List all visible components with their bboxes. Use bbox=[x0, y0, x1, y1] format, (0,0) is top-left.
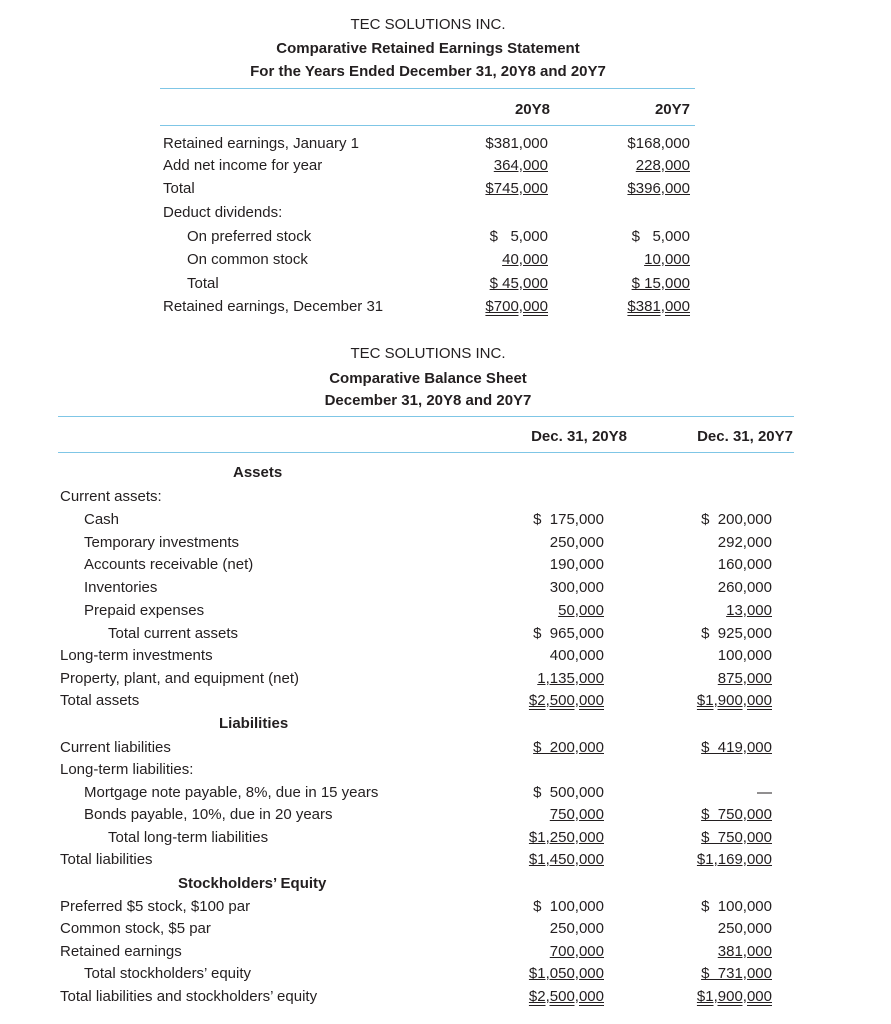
bs-row-label: Retained earnings bbox=[60, 943, 182, 960]
bs-row-label: Long-term investments bbox=[60, 647, 213, 664]
bs-row-label: Current liabilities bbox=[60, 739, 171, 756]
bs-row-value: $ 965,000 bbox=[533, 625, 604, 642]
re-period: For the Years Ended December 31, 20Y8 and 20Y7 bbox=[250, 63, 606, 80]
re-row-value: $ 15,000 bbox=[631, 275, 690, 292]
re-row-label: Add net income for year bbox=[163, 157, 323, 174]
bs-row-value: $ 419,000 bbox=[701, 739, 772, 756]
bs-col2-header: Dec. 31, 20Y7 bbox=[697, 428, 793, 445]
re-row-value: $ 5,000 bbox=[631, 228, 690, 245]
bs-row-value: 750,000 bbox=[549, 806, 604, 823]
bs-row-value: 250,000 bbox=[717, 920, 772, 937]
bs-row-label: Bonds payable, 10%, due in 20 years bbox=[84, 806, 333, 823]
bs-row-label: Total assets bbox=[60, 692, 140, 709]
bs-row-label: Cash bbox=[84, 511, 120, 528]
re-row-value: $381,000 bbox=[485, 135, 548, 152]
bs-row-value: 50,000 bbox=[558, 602, 604, 619]
re-row-value: 228,000 bbox=[635, 157, 690, 174]
bs-row-value: 160,000 bbox=[717, 556, 772, 573]
re-row-value: $381,000 bbox=[627, 298, 690, 315]
re-row-value: 40,000 bbox=[502, 251, 548, 268]
bs-row-label: Accounts receivable (net) bbox=[84, 556, 254, 573]
liabilities-heading: Liabilities bbox=[219, 715, 289, 732]
bs-company: TEC SOLUTIONS INC. bbox=[350, 345, 506, 362]
re-row-label: On preferred stock bbox=[187, 228, 312, 245]
bs-row-value: $ 925,000 bbox=[701, 625, 772, 642]
bs-row-value: $1,169,000 bbox=[696, 851, 772, 868]
bs-period: December 31, 20Y8 and 20Y7 bbox=[324, 392, 532, 409]
bs-row-value: 700,000 bbox=[549, 943, 604, 960]
bs-row-value: 100,000 bbox=[717, 647, 772, 664]
re-row-value: $396,000 bbox=[627, 180, 690, 197]
bs-row-label: Prepaid expenses bbox=[84, 602, 205, 619]
bs-row-value: 875,000 bbox=[717, 670, 772, 687]
re-row-value: $168,000 bbox=[627, 135, 690, 152]
bs-row-value: $2,500,000 bbox=[528, 988, 604, 1005]
bs-row-value: — bbox=[757, 784, 772, 801]
bs-row-value: $1,450,000 bbox=[528, 851, 604, 868]
re-row-value: $745,000 bbox=[485, 180, 548, 197]
bs-col1-header: Dec. 31, 20Y8 bbox=[531, 428, 627, 445]
bs-row-label: Preferred $5 stock, $100 par bbox=[60, 898, 251, 915]
re-row-label: Retained earnings, December 31 bbox=[163, 298, 384, 315]
bs-row-value: $2,500,000 bbox=[528, 692, 604, 709]
bs-row-value: 250,000 bbox=[549, 534, 604, 551]
re-top-rule bbox=[160, 88, 695, 89]
bs-row-label: Common stock, $5 par bbox=[60, 920, 211, 937]
re-title: Comparative Retained Earnings Statement bbox=[276, 40, 580, 57]
bs-top-rule bbox=[58, 416, 794, 417]
bs-row-value: 250,000 bbox=[549, 920, 604, 937]
bs-row-label: Property, plant, and equipment (net) bbox=[60, 670, 300, 687]
bs-row-label: Inventories bbox=[84, 579, 158, 596]
re-row-value: $ 5,000 bbox=[489, 228, 548, 245]
re-row-label: Total bbox=[163, 180, 195, 197]
bs-row-label: Total long-term liabilities bbox=[108, 829, 269, 846]
re-row-label: Deduct dividends: bbox=[163, 204, 283, 221]
bs-row-value: 1,135,000 bbox=[537, 670, 604, 687]
re-row-label: Total bbox=[187, 275, 219, 292]
re-row-value: $ 45,000 bbox=[489, 275, 548, 292]
re-col2-header: 20Y7 bbox=[654, 101, 690, 118]
bs-row-label: Mortgage note payable, 8%, due in 15 years bbox=[84, 784, 379, 801]
bs-row-value: $ 175,000 bbox=[533, 511, 604, 528]
bs-row-label: Total current assets bbox=[108, 625, 239, 642]
bs-title: Comparative Balance Sheet bbox=[329, 370, 527, 387]
equity-heading: Stockholders’ Equity bbox=[178, 875, 327, 892]
bs-row-value: $ 500,000 bbox=[533, 784, 604, 801]
bs-row-value: 190,000 bbox=[549, 556, 604, 573]
bs-row-label: Total liabilities and stockholders’ equity bbox=[60, 988, 318, 1005]
assets-heading: Assets bbox=[233, 464, 283, 481]
bs-row-value: $ 200,000 bbox=[701, 511, 772, 528]
bs-row-value: 260,000 bbox=[717, 579, 772, 596]
re-company: TEC SOLUTIONS INC. bbox=[350, 16, 506, 33]
bs-row-label: Total stockholders’ equity bbox=[84, 965, 252, 982]
bs-row-value: $1,050,000 bbox=[528, 965, 604, 982]
re-col1-header: 20Y8 bbox=[514, 101, 550, 118]
bs-row-value: $ 100,000 bbox=[533, 898, 604, 915]
bs-row-value: $ 731,000 bbox=[701, 965, 772, 982]
bs-row-label: Total liabilities bbox=[60, 851, 153, 868]
bs-row-value: $1,250,000 bbox=[528, 829, 604, 846]
re-row-label: Retained earnings, January 1 bbox=[163, 135, 359, 152]
bs-row-value: 400,000 bbox=[549, 647, 604, 664]
re-row-value: $700,000 bbox=[485, 298, 548, 315]
bs-row-value: $1,900,000 bbox=[696, 692, 772, 709]
bs-header-rule bbox=[58, 452, 794, 453]
bs-row-value: $ 200,000 bbox=[533, 739, 604, 756]
bs-row-value: $ 100,000 bbox=[701, 898, 772, 915]
bs-row-label: Long-term liabilities: bbox=[60, 761, 194, 778]
bs-row-label: Temporary investments bbox=[84, 534, 240, 551]
re-row-value: 10,000 bbox=[644, 251, 690, 268]
bs-row-value: $ 750,000 bbox=[701, 806, 772, 823]
bs-row-value: $1,900,000 bbox=[696, 988, 772, 1005]
re-row-label: On common stock bbox=[187, 251, 308, 268]
bs-row-value: 13,000 bbox=[726, 602, 772, 619]
bs-row-value: $ 750,000 bbox=[701, 829, 772, 846]
bs-row-value: 300,000 bbox=[549, 579, 604, 596]
re-row-value: 364,000 bbox=[493, 157, 548, 174]
bs-row-value: 292,000 bbox=[717, 534, 772, 551]
bs-row-label: Current assets: bbox=[60, 488, 162, 505]
re-header-rule bbox=[160, 125, 695, 126]
bs-row-value: 381,000 bbox=[717, 943, 772, 960]
